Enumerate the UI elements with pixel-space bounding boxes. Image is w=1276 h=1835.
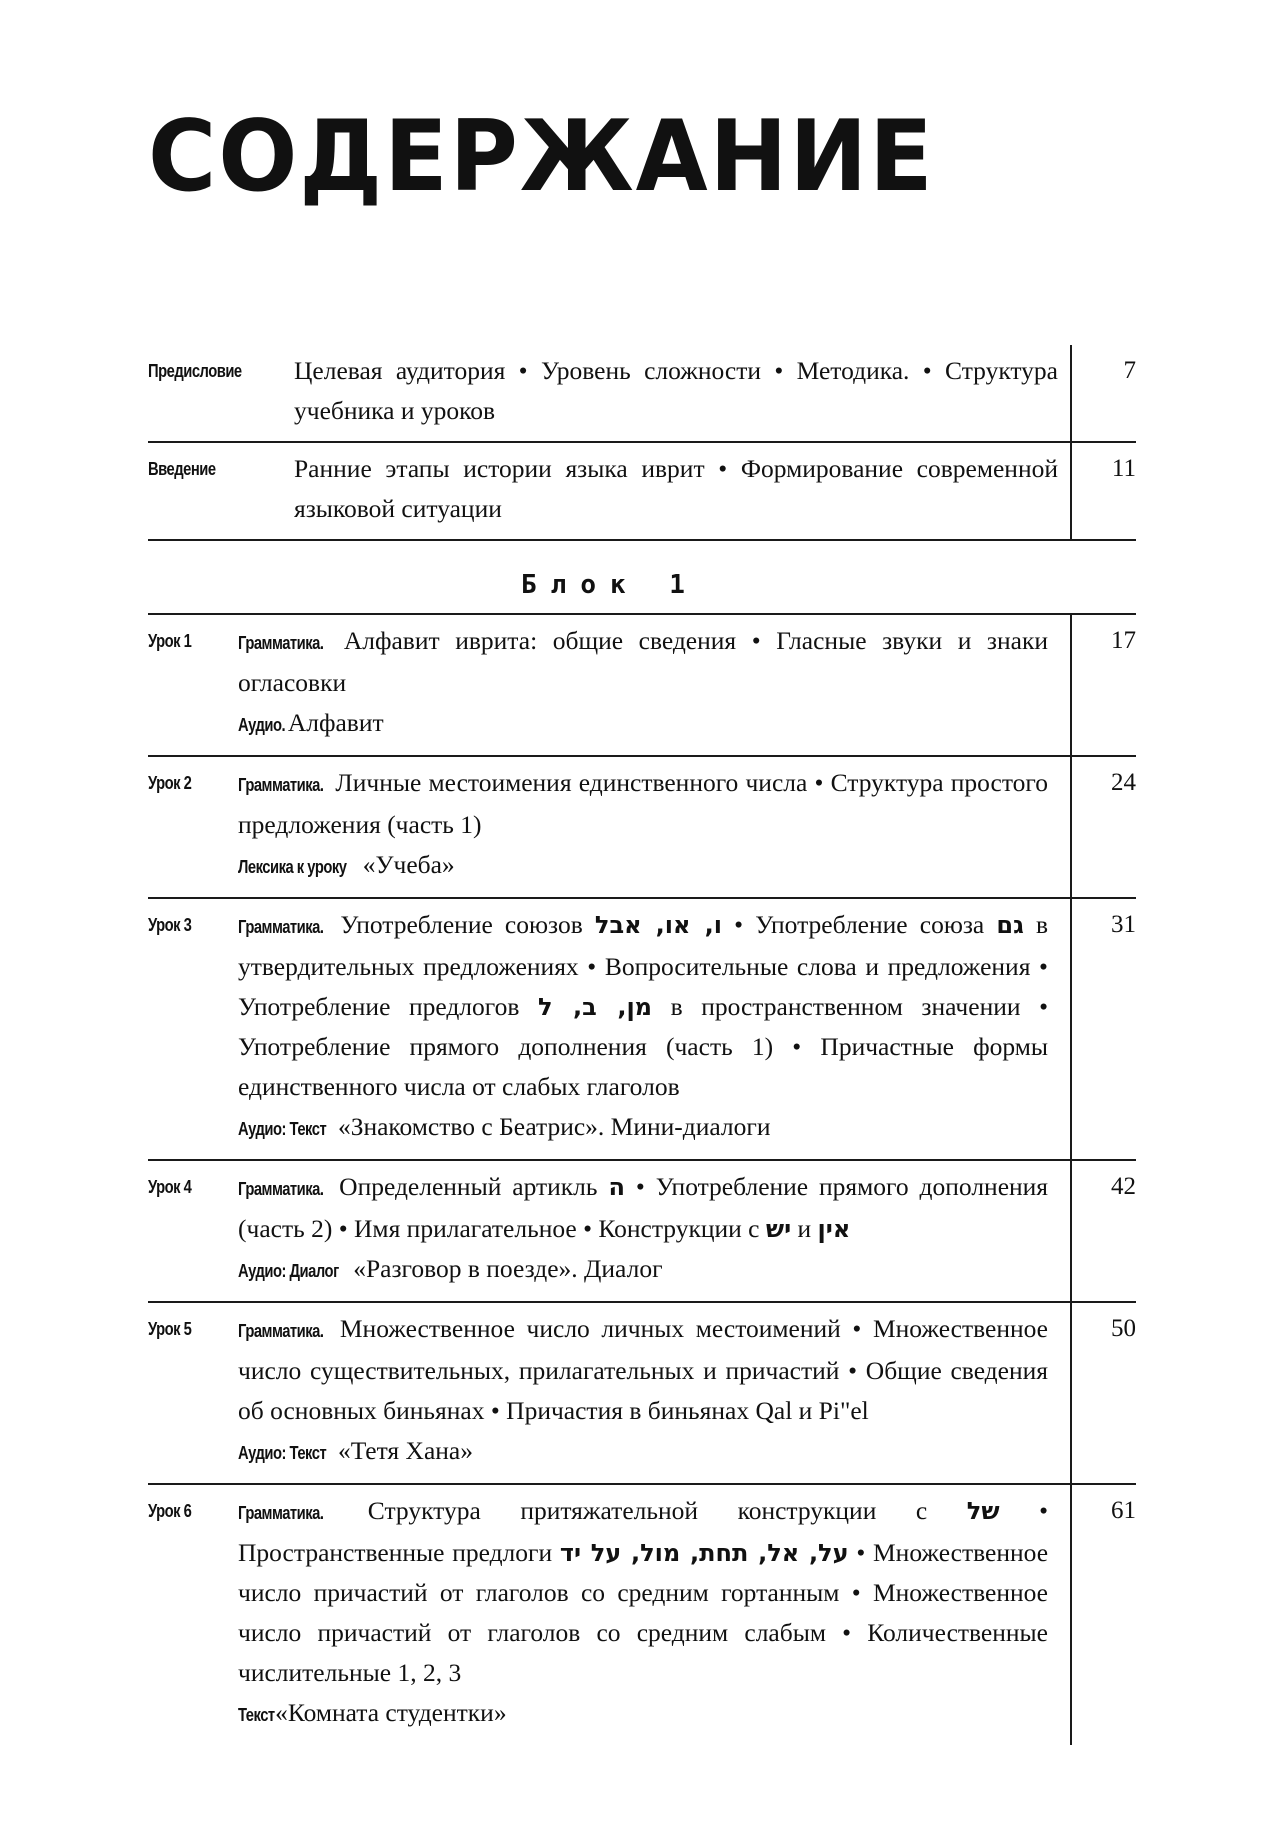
entry-label: Предисловие <box>148 361 242 381</box>
column-divider <box>1070 899 1072 1159</box>
grammar-topics: Структура притяжательной конструкции с <box>367 1496 928 1525</box>
extra-text: «Комната студентки» <box>275 1698 507 1727</box>
lesson-extra <box>238 1693 1048 1735</box>
toc-entry-preface <box>148 345 1136 443</box>
category-label: Текст <box>238 1705 275 1725</box>
page-number: 17 <box>1111 627 1136 654</box>
lesson-content <box>238 1491 1048 1735</box>
column-divider <box>1070 443 1072 539</box>
extra-text: Алфавит <box>287 708 384 737</box>
page-number: 24 <box>1111 769 1136 796</box>
entry-text: Ранние этапы истории языка иврит • Формирование современной языковой ситуации <box>294 454 1058 523</box>
page-number: 11 <box>1111 455 1136 482</box>
hebrew-text: על, אל, תחת, מול, על יד <box>559 1539 849 1567</box>
lesson-content <box>238 905 1048 1149</box>
lesson-extra <box>238 703 1048 745</box>
lesson-label: Урок 3 <box>148 915 192 935</box>
grammar-topics: Множественное число личных местоимений • Множественное число существительных, прилагательных и причастий • Общие сведения об основных биньянах • Причастия в биньянах Qal и Pi"el <box>238 1314 1049 1425</box>
hebrew-text: של <box>966 1497 1000 1525</box>
hebrew-text: אין <box>817 1215 851 1243</box>
block-title: Блок 1 <box>521 570 699 600</box>
toc-entry-introduction <box>148 443 1136 541</box>
page-number: 42 <box>1111 1173 1136 1200</box>
grammar-topics: • Употребление прямого дополнения (часть 2) • Имя прилагательное • Конструкции с <box>238 1172 1049 1243</box>
column-divider <box>1070 757 1072 897</box>
toc-entry-lesson-3 <box>148 899 1136 1161</box>
page-number: 50 <box>1111 1315 1136 1342</box>
lesson-label: Урок 1 <box>148 631 192 651</box>
grammar-topics: в пространственном значении • Употребление прямого дополнения (часть 1) • Причастные формы единственного числа от слабых глаголов <box>238 992 1048 1101</box>
category-label: Лексика к уроку <box>238 857 347 877</box>
grammar-topics: Определенный артикль <box>339 1172 598 1201</box>
table-of-contents <box>148 345 1136 1745</box>
toc-entry-lesson-6 <box>148 1485 1136 1745</box>
grammar-topics: Употребление союзов <box>340 910 583 939</box>
page-number: 31 <box>1111 911 1136 938</box>
lesson-extra <box>238 1107 1048 1149</box>
hebrew-text: גם <box>996 911 1024 939</box>
grammar-topics: • Употребление союза <box>734 910 985 939</box>
category-label: Аудио: Текст <box>238 1119 327 1139</box>
grammar-topics: • Множественное число причастий от глаголов со средним гортанным • Множественное число причастий от глаголов со средним слабым • Количественные числительные 1, 2, 3 <box>238 1538 1049 1687</box>
page-title: СОДЕРЖАНИЕ <box>148 100 935 214</box>
lesson-label: Урок 6 <box>148 1501 192 1521</box>
lesson-label: Урок 4 <box>148 1177 192 1197</box>
page-number: 7 <box>1123 357 1136 384</box>
hebrew-text: ו, או, אבל <box>594 911 722 939</box>
column-divider <box>1070 615 1072 755</box>
lesson-label: Урок 2 <box>148 773 192 793</box>
lesson-label: Урок 5 <box>148 1319 192 1339</box>
lesson-extra <box>238 1431 1048 1473</box>
column-divider <box>1070 1161 1072 1301</box>
column-divider <box>1070 1485 1072 1745</box>
category-label: Грамматика. <box>238 1321 324 1341</box>
category-label: Грамматика. <box>238 1179 324 1199</box>
toc-entry-lesson-5 <box>148 1303 1136 1485</box>
column-divider <box>1070 345 1072 441</box>
lesson-extra <box>238 845 1048 887</box>
lesson-content <box>238 1309 1048 1473</box>
category-label: Аудио. <box>238 715 286 735</box>
lesson-content <box>238 1167 1048 1291</box>
hebrew-text: ה <box>608 1173 625 1201</box>
toc-entry-lesson-1 <box>148 615 1136 757</box>
lesson-content <box>238 763 1048 887</box>
toc-entry-lesson-4 <box>148 1161 1136 1303</box>
category-label: Грамматика. <box>238 917 324 937</box>
hebrew-text: יש <box>765 1215 792 1243</box>
block-heading-row <box>148 557 1136 615</box>
entry-text: Целевая аудитория • Уровень сложности • Методика. • Структура учебника и уроков <box>294 356 1058 425</box>
extra-text: «Знакомство с Беатрис». Мини-диалоги <box>337 1112 771 1141</box>
toc-entry-lesson-2 <box>148 757 1136 899</box>
extra-text: «Разговор в поезде». Диалог <box>353 1254 663 1283</box>
category-label: Аудио: Текст <box>238 1443 327 1463</box>
category-label: Грамматика. <box>238 1503 324 1523</box>
extra-text: «Тетя Хана» <box>337 1436 473 1465</box>
extra-text: «Учеба» <box>362 850 455 879</box>
grammar-topics: Личные местоимения единственного числа • Структура простого предложения (часть 1) <box>238 768 1048 839</box>
grammar-topics: • Пространственные предлоги <box>238 1496 1049 1567</box>
page-number: 61 <box>1111 1497 1136 1524</box>
lesson-extra <box>238 1249 1048 1291</box>
category-label: Грамматика. <box>238 775 324 795</box>
hebrew-text: מן, ב, ל <box>537 993 653 1021</box>
category-label: Аудио: Диалог <box>238 1261 339 1281</box>
grammar-topics: в утвердительных предложениях • Вопросительные слова и предложения • Употребление предлогов <box>238 910 1049 1021</box>
column-divider <box>1070 1303 1072 1483</box>
entry-label: Введение <box>148 459 216 479</box>
category-label: Грамматика. <box>238 633 324 653</box>
lesson-content <box>238 621 1048 745</box>
grammar-topics: и <box>797 1214 812 1243</box>
grammar-topics: Алфавит иврита: общие сведения • Гласные звуки и знаки огласовки <box>238 626 1049 697</box>
